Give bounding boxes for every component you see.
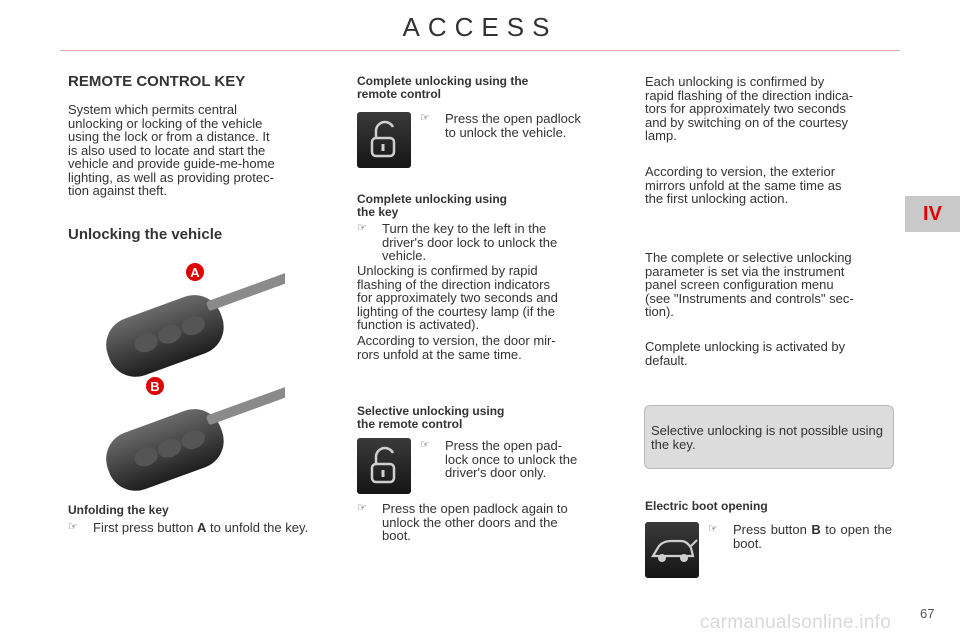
confirmation-paragraph: Each unlocking is confirmed by rapid flashing of the direction indica- tors for approximately two seconds and by switching on of the courtesy lamp. xyxy=(645,74,854,143)
selective-unlock-heading: Selective unlocking using the remote control xyxy=(357,404,505,431)
selective-unlock-bullet-2: ☞ Press the open padlock again to unlock the other doors and the boot. xyxy=(357,501,568,543)
page-title: ACCESS xyxy=(402,12,558,42)
mirror-paragraph: According to version, the door mir- rors unfold at the same time. xyxy=(357,333,556,362)
unfold-heading: Unfolding the key xyxy=(68,503,169,517)
section-heading: REMOTE CONTROL KEY xyxy=(68,73,246,90)
parameter-paragraph: The complete or selective unlocking parameter is set via the instrument panel screen configuration menu (see "Instruments and controls" sec- tion). xyxy=(645,250,854,319)
intro-paragraph: System which permits central unlocking or locking of the vehicle using the lock or from a distance. It is also used to locate and start the vehicle and provide guide-me-home lighting, as well as providing protec- tion against theft. xyxy=(68,102,275,198)
watermark: carmanualsonline.info xyxy=(700,612,892,633)
subsection-heading: Unlocking the vehicle xyxy=(68,226,223,243)
key-fob-folded-image xyxy=(85,258,285,378)
page-number: 67 xyxy=(920,606,935,621)
note-box xyxy=(644,405,894,469)
default-paragraph: Complete unlocking is activated by default. xyxy=(645,339,846,368)
label-b-text: B xyxy=(150,379,160,394)
pointing-hand-icon: ☞ xyxy=(420,112,430,124)
header-divider xyxy=(60,50,900,51)
mirror-version-paragraph: According to version, the exterior mirrors unfold at the same time as the first unlocking action. xyxy=(645,164,842,206)
note-text: Selective unlocking is not possible using the key. xyxy=(651,423,883,452)
chapter-tab[interactable]: IV xyxy=(905,196,960,232)
key-fob-boot-image xyxy=(85,372,285,492)
selective-unlock-bullet-1: ☞ Press the open pad- lock once to unlock the driver's door only. xyxy=(420,438,578,480)
car-boot-icon xyxy=(645,522,699,578)
label-a-text: A xyxy=(190,265,200,280)
pointing-hand-icon: ☞ xyxy=(68,521,78,533)
open-padlock-icon xyxy=(357,438,411,494)
unfold-bullet: ☞ First press button A to unfold the key. xyxy=(68,520,309,535)
remote-unlock-heading: Complete unlocking using the remote control xyxy=(357,74,529,101)
key-unlock-bullet: ☞ Turn the key to the left in the driver's door lock to unlock the vehicle. xyxy=(357,221,558,263)
boot-bullet: ☞ Press button B to open the boot. xyxy=(708,522,893,551)
pointing-hand-icon: ☞ xyxy=(420,439,430,451)
pointing-hand-icon: ☞ xyxy=(357,222,367,234)
pointing-hand-icon: ☞ xyxy=(357,502,367,514)
remote-unlock-bullet: ☞ Press the open padlock to unlock the vehicle. xyxy=(420,111,581,140)
confirm-paragraph: Unlocking is confirmed by rapid flashing of the direction indicators for approximately two seconds and lighting of the courtesy lamp (if the function is activated). xyxy=(357,263,558,332)
boot-heading: Electric boot opening xyxy=(645,499,768,513)
key-unlock-heading: Complete unlocking using the key xyxy=(357,192,508,219)
pointing-hand-icon: ☞ xyxy=(708,523,718,535)
open-padlock-icon xyxy=(357,112,411,168)
